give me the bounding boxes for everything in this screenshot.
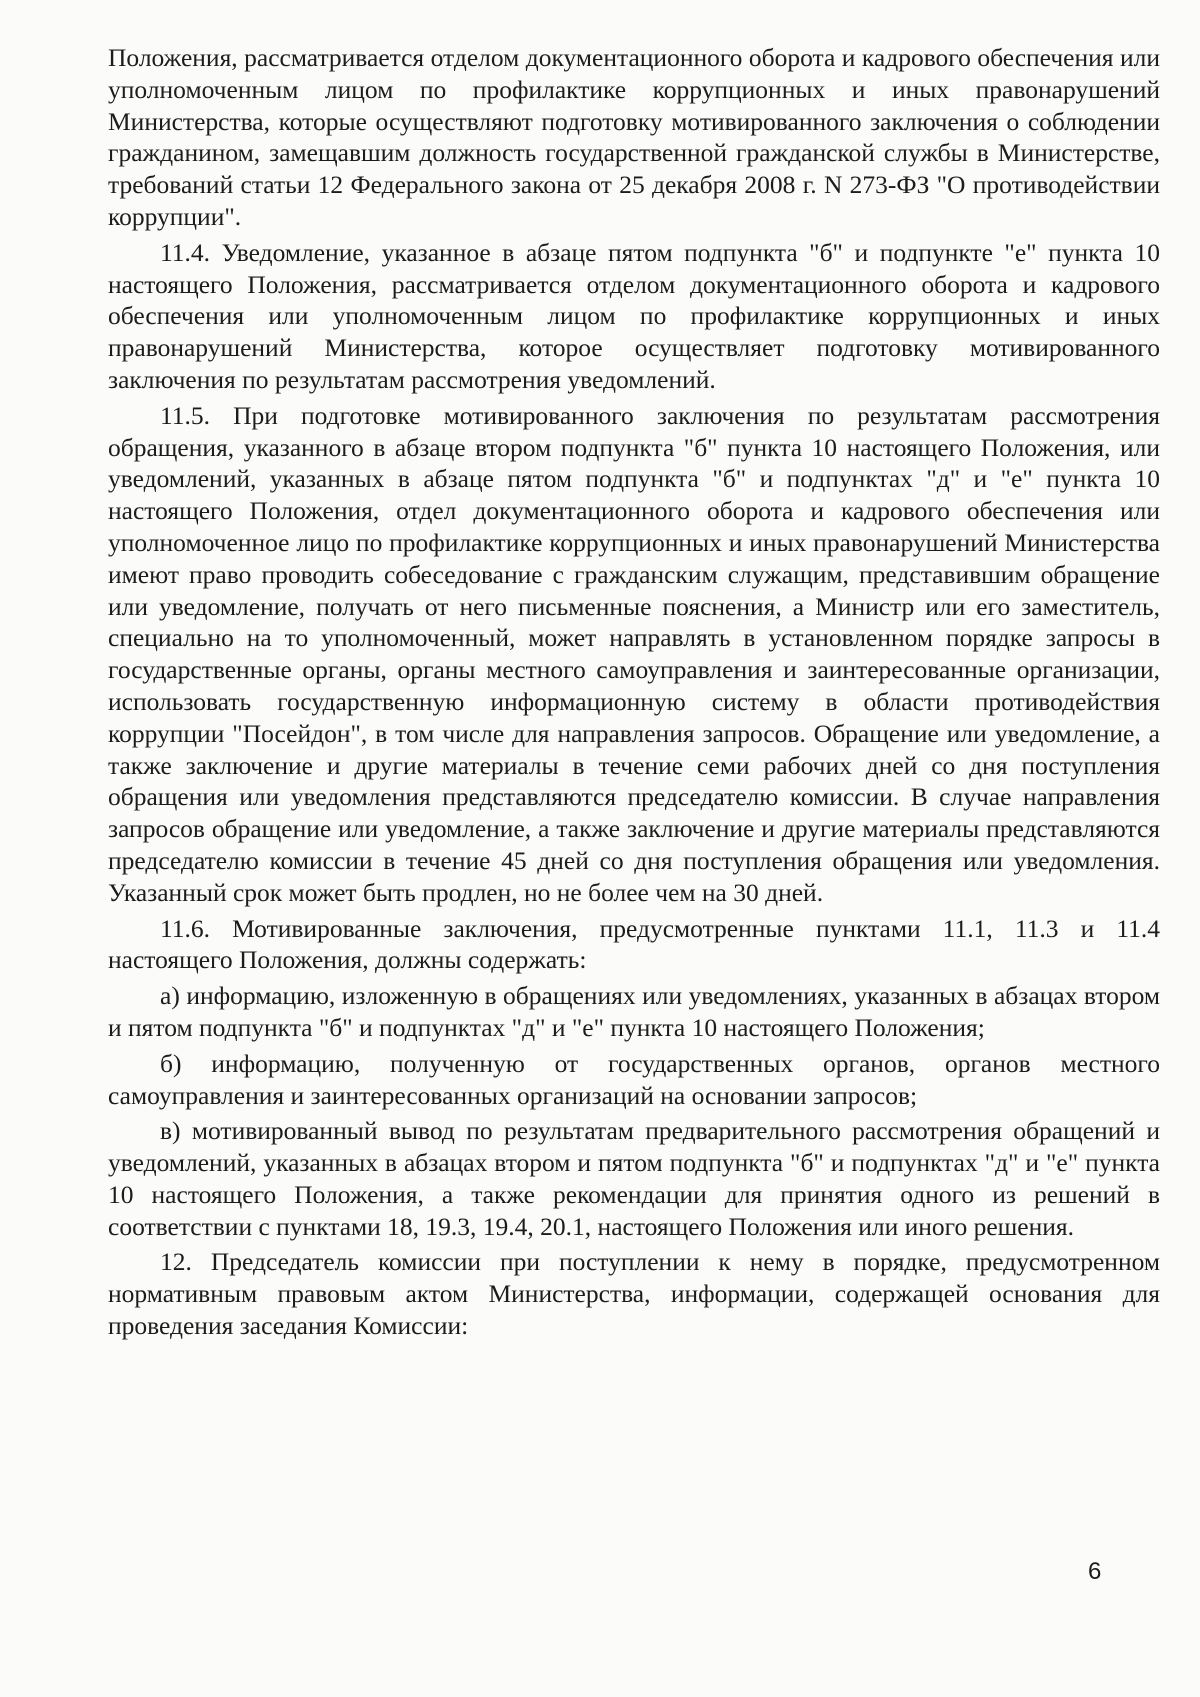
paragraph-11-5: 11.5. При подготовке мотивированного заключения по результатам рассмотрения обращения, указанного в абзаце втором подпункта "б" пункта 10 настоящего Положения, или уведомлений, указанных в абзаце пятом подпункта "б" и подпунктах "д" и "е" пункта 10 настоящего Положения, отдел документационного оборота и кадрового обеспечения или уполномоченное лицо по профилактике коррупционных и иных правонарушений Министерства имеют право проводить собеседование с гражданским служащим, представившим обращение или уведомление, получать от него письменные пояснения, а Министр или его заместитель, специально на то уполномоченный, может направлять в установленном порядке запросы в государственные органы, органы местного самоуправления и заинтересованные организации, использовать государственную информационную систему в области противодействия коррупции "Посейдон", в том числе для направления запросов. Обращение или уведомление, а также заключение и другие материалы в течение семи рабочих дней со дня поступления обращения или уведомления представляются председателю комиссии. В случае направления запросов обращение или уведомление, а также заключение и другие материалы представляются председателю комиссии в течение 45 дней со дня поступления обращения или уведомления. Указанный срок может быть продлен, но не более чем на 30 дней. xyxy=(108,400,1160,907)
page-number: 6 xyxy=(1088,1558,1102,1585)
paragraph-11-6-v: в) мотивированный вывод по результатам предварительного рассмотрения обращений и уведомлений, указанных в абзацах втором и пятом подпункта "б" и подпунктах "д" и "е" пункта 10 настоящего Положения, а также рекомендации для принятия одного из решений в соответствии с пунктами 18, 19.3, 19.4, 20.1, настоящего Положения или иного решения. xyxy=(108,1116,1160,1241)
paragraph-11-6-b: б) информацию, полученную от государственных органов, органов местного самоуправления и заинтересованных организаций на основании запросов; xyxy=(108,1048,1160,1110)
paragraph-11-4: 11.4. Уведомление, указанное в абзаце пятом подпункта "б" и подпункте "е" пункта 10 настоящего Положения, рассматривается отделом документационного оборота и кадрового обеспечения или уполномоченным лицом по профилактике коррупционных и иных правонарушений Министерства, которое осуществляет подготовку мотивированного заключения по результатам рассмотрения уведомлений. xyxy=(108,237,1160,394)
paragraph-11-3-continuation: Положения, рассматривается отделом документационного оборота и кадрового обеспечения или уполномоченным лицом по профилактике коррупционных и иных правонарушений Министерства, которые осуществляют подготовку мотивированного заключения о соблюдении гражданином, замещавшим должность государственной гражданской службы в Министерстве, требований статьи 12 Федерального закона от 25 декабря 2008 г. N 273-ФЗ "О противодействии коррупции". xyxy=(108,43,1160,231)
paragraph-12: 12. Председатель комиссии при поступлении к нему в порядке, предусмотренном нормативным правовым актом Министерства, информации, содержащей основания для проведения заседания Комиссии: xyxy=(108,1247,1160,1341)
paragraph-11-6-a: а) информацию, изложенную в обращениях или уведомлениях, указанных в абзацах втором и пятом подпункта "б" и подпунктах "д" и "е" пункта 10 настоящего Положения; xyxy=(108,981,1160,1042)
document-body xyxy=(108,42,1160,1346)
paragraph-11-6: 11.6. Мотивированные заключения, предусмотренные пунктами 11.1, 11.3 и 11.4 настоящего Положения, должны содержать: xyxy=(108,913,1160,975)
